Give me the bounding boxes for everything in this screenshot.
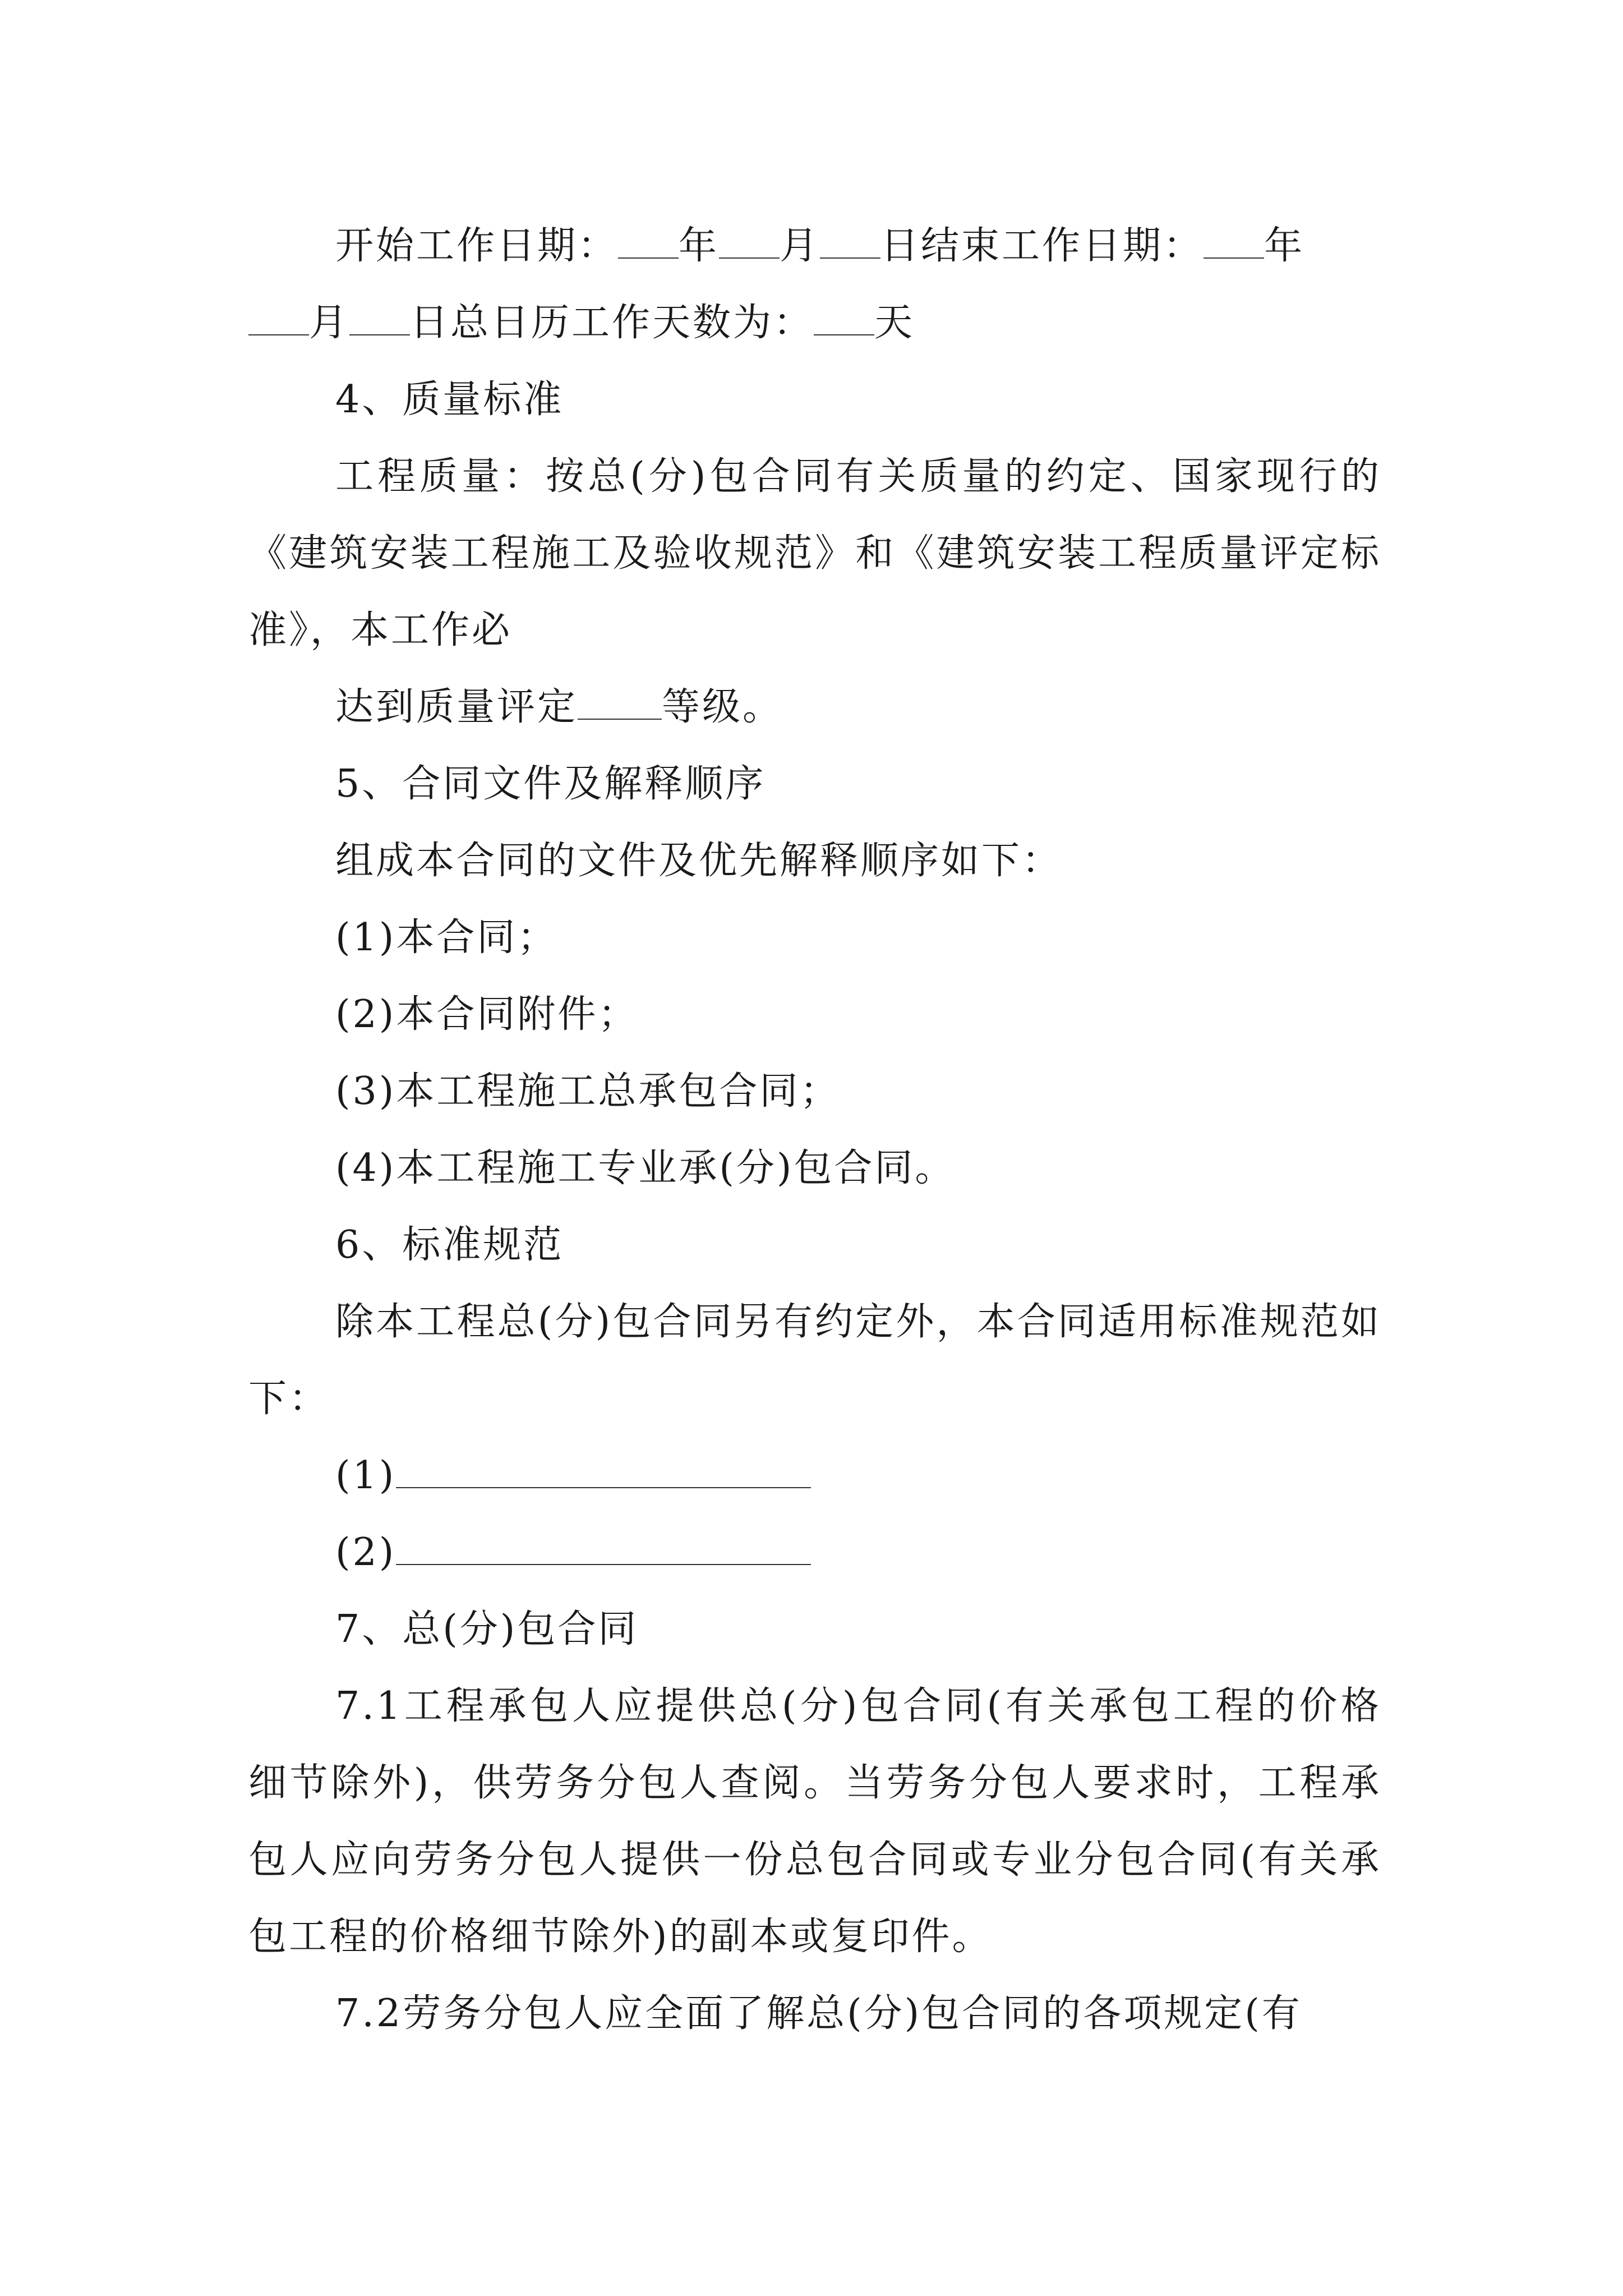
start-day-blank[interactable] [820,226,880,259]
section-4-body: 工程质量：按总(分)包合同有关质量的约定、国家现行的《建筑安装工程施工及验收规范》和《建筑安装工程质量评定标准》，本工作必 [248,454,1381,652]
start-year-blank[interactable] [618,226,679,259]
section-4-heading: 4、质量标准 [335,378,564,422]
quality-level-line [248,669,1381,746]
quality-level-prefix: 达到质量评定 [335,685,578,729]
section-6-body: 除本工程总(分)包合同另有约定外，本合同适用标准规范如下： [248,1300,1381,1421]
month-label: 月 [309,301,350,345]
contract-document-item: (2)本合同附件； [335,992,639,1037]
end-year-blank[interactable] [1204,226,1264,259]
month-label: 月 [780,224,820,268]
schedule-line-2 [248,284,1381,361]
standard-item-blank[interactable] [396,1533,811,1565]
end-date-label: 日结束工作日期： [880,224,1204,268]
days-unit-label: 天 [874,301,915,345]
end-day-blank[interactable] [349,303,410,335]
quality-level-suffix: 等级。 [662,685,783,729]
contract-document-item: (4)本工程施工专业承(分)包合同。 [335,1146,956,1190]
total-days-label: 日总日历工作天数为： [410,301,814,345]
year-label: 年 [679,224,720,268]
document-body [248,208,1381,2052]
standard-item-blank[interactable] [396,1456,811,1488]
standard-item-number: (2) [335,1530,396,1575]
standard-item [248,1514,1381,1591]
section-7-heading: 7、总(分)包合同 [335,1607,639,1651]
section-5-heading: 5、合同文件及解释顺序 [335,762,766,806]
start-month-blank[interactable] [719,226,780,259]
standard-item-number: (1) [335,1453,396,1498]
year-label: 年 [1264,224,1305,268]
end-month-blank[interactable] [248,303,309,335]
section-6-heading: 6、标准规范 [335,1223,564,1267]
contract-document-item: (1)本合同； [335,915,558,960]
start-date-label: 开始工作日期： [335,224,619,268]
standard-item [248,1437,1381,1514]
section-5-intro: 组成本合同的文件及优先解释顺序如下： [335,839,1063,883]
schedule-line-1 [248,208,1381,284]
quality-level-blank[interactable] [578,687,662,720]
contract-document-item: (3)本工程施工总承包合同； [335,1069,841,1114]
clause-7-2: 7.2劳务分包人应全面了解总(分)包合同的各项规定(有 [335,1991,1302,2036]
clause-7-1: 7.1工程承包人应提供总(分)包合同(有关承包工程的价格细节除外)，供劳务分包人查阅。当劳务分包人要求时，工程承包人应向劳务分包人提供一份总包合同或专业分包合同(有关承包工程的价格细节除外)的副本或复印件。 [248,1684,1381,1959]
total-days-blank[interactable] [814,303,874,335]
